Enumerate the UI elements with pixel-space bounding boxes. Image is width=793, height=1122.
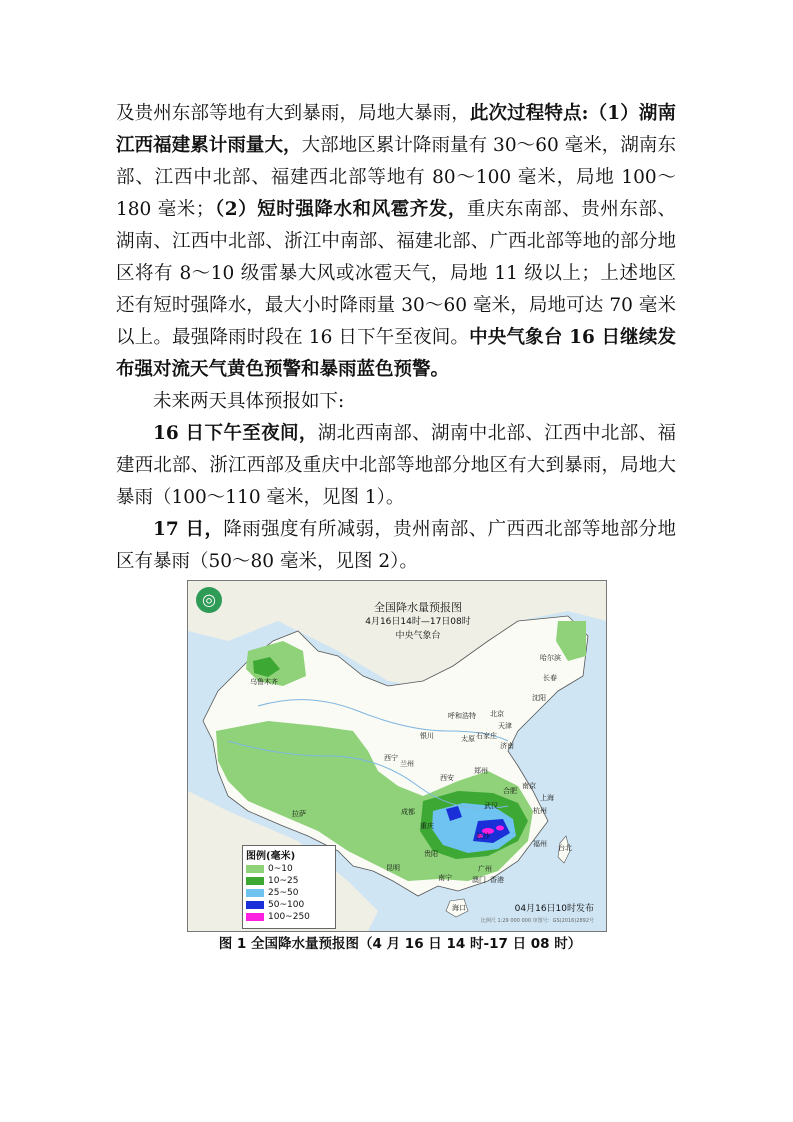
city-label: 拉萨 — [292, 810, 306, 818]
precipitation-map — [187, 580, 607, 932]
city-label: 武汉 — [484, 802, 498, 810]
map-legend — [242, 845, 336, 929]
city-label: 郑州 — [474, 767, 488, 775]
city-label: 银川 — [420, 732, 434, 740]
legend-item — [243, 875, 335, 887]
city-label: 西宁 — [384, 754, 398, 762]
p1-bold-feature-1: 此次过程特点:（1）湖南江西福建累计雨量大， — [116, 103, 676, 156]
city-label: 太原 — [461, 735, 475, 743]
legend-label: 25~50 — [268, 888, 299, 898]
p2-text: 未来两天具体预报如下: — [153, 391, 345, 412]
legend-label: 50~100 — [268, 900, 305, 910]
city-label: 广州 — [478, 865, 492, 873]
map-title-block — [318, 601, 518, 643]
city-label: 台北 — [558, 844, 572, 852]
city-label: 香港 — [490, 876, 504, 884]
p4-lead: 17 日， — [153, 519, 224, 540]
city-label: 呼和浩特 — [448, 712, 476, 720]
legend-label: 10~25 — [268, 876, 299, 886]
legend-title: 图例(毫米) — [246, 851, 296, 862]
city-label: 海口 — [452, 904, 466, 912]
map-copyright: 比例尺 1:29 000 000 审图号：GS(2016)2892号 — [480, 918, 594, 924]
map-issuer: 中央气象台 — [395, 631, 441, 641]
legend-swatch — [246, 889, 264, 897]
legend-swatch — [246, 913, 264, 921]
paragraph-4 — [116, 514, 676, 578]
city-label: 兰州 — [400, 760, 414, 768]
p1-bold-feature-2: （2）短时强降水和风雹齐发， — [214, 199, 467, 220]
city-label: 南京 — [522, 782, 536, 790]
rain-zone-extreme-2 — [496, 826, 504, 831]
paragraph-1 — [116, 98, 676, 386]
legend-item — [243, 887, 335, 899]
legend-item — [243, 863, 335, 875]
city-label: 南宁 — [438, 874, 452, 882]
city-label: 哈尔滨 — [540, 654, 561, 662]
city-label: 沈阳 — [532, 694, 546, 702]
legend-swatch — [246, 877, 264, 885]
city-label: 合肥 — [503, 787, 517, 795]
city-label: 石家庄 — [476, 732, 497, 740]
city-label: 长春 — [543, 674, 557, 682]
city-label: 济南 — [500, 742, 514, 750]
city-label: 贵阳 — [424, 850, 438, 858]
paragraph-3 — [116, 418, 676, 514]
city-label: 长沙 — [476, 832, 490, 840]
city-label: 澳门 — [472, 876, 486, 884]
city-label: 杭州 — [533, 807, 547, 815]
cma-logo: ◎ — [196, 587, 222, 613]
city-label: 上海 — [540, 794, 554, 802]
legend-label: 100~250 — [268, 912, 310, 922]
p3-lead: 16 日下午至夜间， — [153, 423, 318, 444]
p1-text-1: 及贵州东部等地有大到暴雨，局地大暴雨， — [116, 103, 470, 124]
paragraph-2 — [116, 386, 676, 418]
legend-swatch — [246, 901, 264, 909]
p1-text-3: 重庆东南部、贵州东部、湖南、江西中北部、浙江中南部、福建北部、广西北部等地的部分地区将有 8～10 级雷暴大风或冰雹天气，局地 11 级以上；上述地区还有短时强降水，最大小时降雨量 30～60 毫米，局地可达 70 毫米以上。最强降雨时段在 16 日下午至夜间。 — [116, 199, 676, 348]
figure-caption: 图 1 全国降水量预报图（4 月 16 日 14 时-17 日 08 时） — [218, 936, 582, 952]
legend-swatch — [246, 865, 264, 873]
map-title: 全国降水量预报图 — [374, 601, 462, 614]
p4-body: 降雨强度有所减弱，贵州南部、广西西北部等地部分地区有暴雨（50～80 毫米，见图 2）。 — [116, 519, 676, 572]
city-label: 西安 — [440, 774, 454, 782]
city-label: 北京 — [490, 710, 504, 718]
city-label: 福州 — [533, 840, 547, 848]
city-label: 天津 — [498, 722, 512, 730]
legend-item — [243, 899, 335, 911]
city-label: 乌鲁木齐 — [250, 678, 278, 686]
map-period: 4月16日14时—17日08时 — [365, 617, 471, 627]
legend-label: 0~10 — [268, 864, 293, 874]
legend-item — [243, 911, 335, 923]
p1-text-2: 大部地区累计降雨量有 30～60 毫米，湖南东部、江西中北部、福建西北部等地有 80～100 毫米，局地 100～180 毫米； — [116, 135, 676, 220]
city-label: 昆明 — [386, 864, 400, 872]
p1-bold-warning: 中央气象台 16 日继续发布强对流天气黄色预警和暴雨蓝色预警。 — [116, 327, 676, 380]
city-label: 成都 — [401, 808, 415, 816]
publish-time: 04月16日10时发布 — [514, 904, 594, 914]
city-label: 重庆 — [420, 822, 434, 830]
p3-body: 湖北西南部、湖南中北部、江西中北部、福建西北部、浙江西部及重庆中北部等地部分地区有大到暴雨，局地大暴雨（100～110 毫米，见图 1）。 — [116, 423, 676, 508]
